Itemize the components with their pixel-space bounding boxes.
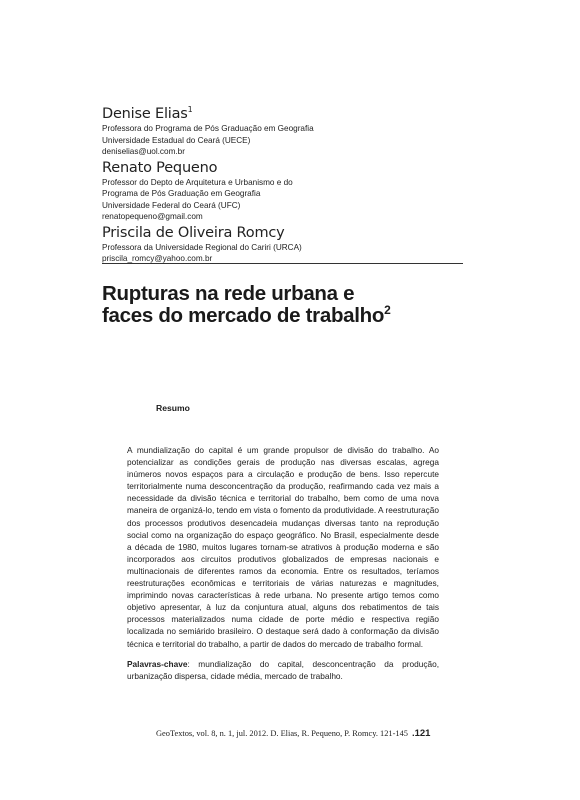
author-affiliation: Universidade Estadual do Ceará (UECE) bbox=[102, 135, 251, 145]
author-affiliation: Professor do Depto de Arquitetura e Urbanismo e do bbox=[102, 177, 293, 187]
abstract-heading: Resumo bbox=[156, 403, 190, 413]
keywords-label: Palavras-chave bbox=[127, 659, 188, 669]
article-title bbox=[102, 283, 482, 327]
author-name: Renato Pequeno bbox=[102, 159, 218, 176]
author-entry bbox=[102, 106, 464, 158]
header-divider bbox=[102, 263, 463, 264]
author-entry bbox=[102, 225, 464, 265]
author-affiliation: Professora da Universidade Regional do Cariri (URCA) bbox=[102, 242, 302, 252]
author-name: Priscila de Oliveira Romcy bbox=[102, 224, 285, 241]
footnote-marker: 1 bbox=[187, 105, 193, 115]
abstract-text: A mundialização do capital é um grande propulsor de divisão do trabalho. Ao potencializar as condições gerais de produção nas diversas escalas, agrega inúmeros novos espaços para a circulação e produção de bens. Isso repercute territorialmente numa desconcentração da produção, reafirmando cada vez mais a necessidade da divisão técnica e territorial do trabalho, bem como de uma nova maneira de organizá-lo, tendo em vista o fomento da produtividade. A reestruturação dos processos produtivos desencadeia mudanças diversas tanto na reprodução social como na organização do espaço geográfico. No Brasil, especialmente desde a década de 1980, muitos lugares tornam-se atrativos à produção moderna e são incorporados aos circuitos produtivos globalizados de empresas nacionais e multinacionais de diferentes ramos da economia. Entre os resultados, teríamos reestruturações econômicas e territoriais de várias naturezas e magnitudes, imprimindo novas características à rede urbana. No presente artigo temos como objetivo apresentar, à luz da conjuntura atual, alguns dos rebatimentos de tais processos materializados numa cidade de porte médio e respectiva região localizada no semiárido brasileiro. O destaque será dado à conformação da divisão técnica e territorial do trabalho, a partir de dados do mercado de trabalho formal. bbox=[127, 445, 439, 649]
keywords-list: : mundialização do capital, desconcentração da produção, urbanização dispersa, cidade média, mercado de trabalho. bbox=[127, 659, 439, 682]
title-line: faces do mercado de trabalho$^2$ bbox=[102, 303, 391, 327]
author-email: deniselias@uol.com.br bbox=[102, 147, 185, 156]
citation-text: GeoTextos, vol. 8, n. 1, jul. 2012. D. Elias, R. Pequeno, P. Romcy. 121-145 bbox=[156, 729, 408, 738]
footnote-marker: 2 bbox=[384, 303, 391, 318]
author-affiliation: Programa de Pós Graduação em Geografia bbox=[102, 189, 261, 198]
author-block bbox=[102, 106, 464, 267]
page-number: .121 bbox=[411, 728, 431, 739]
author-email: renatopequeno@gmail.com bbox=[102, 212, 203, 221]
author-email: priscila_romcy@yahoo.com.br bbox=[102, 254, 213, 263]
author-affiliation: Universidade Federal do Ceará (UFC) bbox=[102, 200, 241, 210]
keywords-paragraph bbox=[127, 658, 439, 682]
author-affiliation: Professora do Programa de Pós Graduação em Geografia bbox=[102, 124, 314, 133]
title-line: Rupturas na rede urbana e bbox=[102, 282, 355, 305]
page-footer bbox=[156, 728, 462, 739]
author-entry bbox=[102, 160, 464, 223]
author-name: Denise Elias$^1$ bbox=[102, 105, 193, 122]
